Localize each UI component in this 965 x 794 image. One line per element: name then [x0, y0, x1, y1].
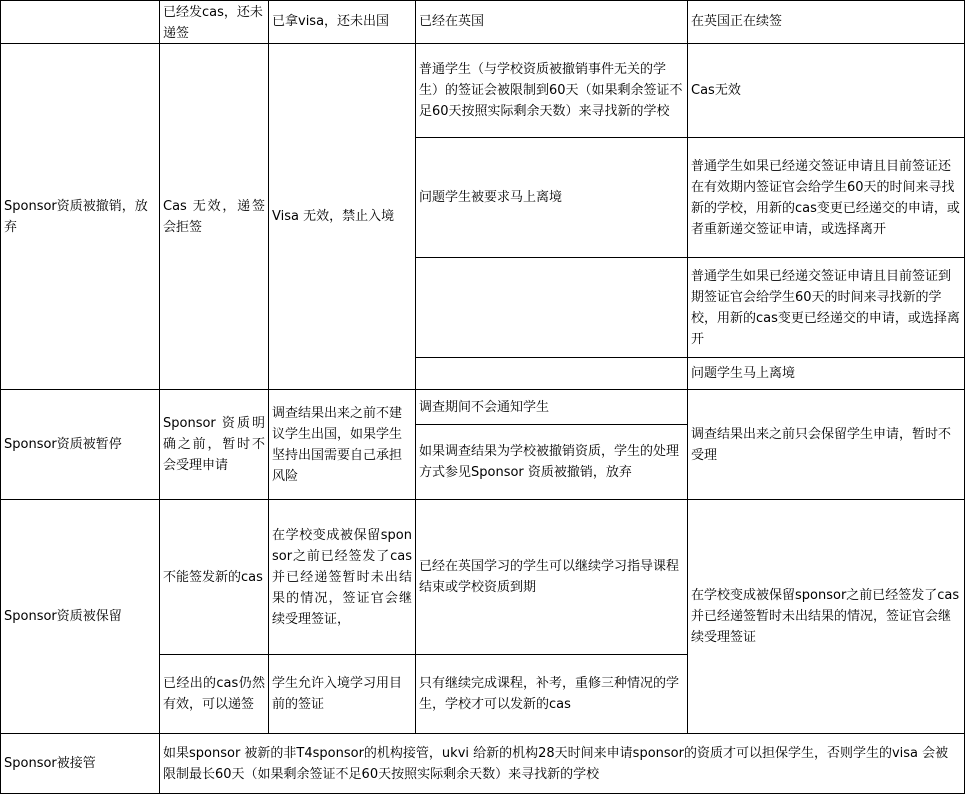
header-corner — [0, 0, 159, 43]
revoked-visa-obtained: Visa 无效，禁止入境 — [268, 43, 415, 389]
downgraded-visa-before: 在学校变成被保留sponsor之前已经签发了cas并已经递签暂时未出结果的情况，签证官会继续受理签证， — [268, 499, 415, 654]
suspended-in-uk-notice: 调查期间不会通知学生 — [415, 389, 687, 424]
revoked-renew-problem: 问题学生马上离境 — [687, 357, 964, 389]
downgraded-visa-entry: 学生允许入境学习用目前的签证 — [268, 654, 415, 733]
revoked-cas-issued: Cas 无效，递签会拒签 — [159, 43, 268, 389]
suspended-renewing: 调查结果出来之前只会保留学生申请，暂时不受理 — [687, 389, 964, 499]
downgraded-in-uk-continue: 已经在英国学习的学生可以继续学习指导课程结束或学校资质到期 — [415, 499, 687, 654]
downgraded-renewing: 在学校变成被保留sponsor之前已经签发了cas并已经递签暂时未出结果的情况，签证官会继续受理签证 — [687, 499, 964, 733]
header-cas-issued: 已经发cas，还未递签 — [159, 0, 268, 43]
downgraded-cas-new: 不能签发新的cas — [159, 499, 268, 654]
row-label-takeover: Sponsor被接管 — [0, 733, 159, 793]
row-label-suspended: Sponsor资质被暂停 — [0, 389, 159, 499]
revoked-in-uk-empty-2 — [415, 357, 687, 389]
revoked-renew-normal-valid: 普通学生如果已经递交签证申请且目前签证还在有效期内签证官会给学生60天的时间来寻找新的学校，用新的cas变更已经递交的申请，或者重新递交签证申请，或选择离开 — [687, 137, 964, 257]
downgraded-in-uk-resit: 只有继续完成课程，补考，重修三种情况的学生，学校才可以发新的cas — [415, 654, 687, 733]
revoked-renew-cas: Cas无效 — [687, 43, 964, 137]
takeover-text: 如果sponsor 被新的非T4sponsor的机构接管，ukvi 给新的机构28天时间来申请sponsor的资质才可以担保学生，否则学生的visa 会被限制最长60天（如果剩余签证不足60天按照实际剩余天数）来寻找新的学校 — [159, 733, 964, 793]
row-label-revoked: Sponsor资质被撤销，放弃 — [0, 43, 159, 389]
suspended-visa-obtained: 调查结果出来之前不建议学生出国，如果学生坚持出国需要自己承担风险 — [268, 389, 415, 499]
revoked-in-uk-empty-1 — [415, 257, 687, 357]
downgraded-cas-existing: 已经出的cas仍然有效，可以递签 — [159, 654, 268, 733]
header-visa-obtained: 已拿visa，还未出国 — [268, 0, 415, 43]
revoked-in-uk-normal: 普通学生（与学校资质被撤销事件无关的学生）的签证会被限制到60天（如果剩余签证不足60天按照实际剩余天数）来寻找新的学校 — [415, 43, 687, 137]
revoked-renew-normal-expired: 普通学生如果已经递交签证申请且目前签证到期签证官会给学生60天的时间来寻找新的学校，用新的cas变更已经递交的申请，或选择离开 — [687, 257, 964, 357]
suspended-in-uk-outcome: 如果调查结果为学校被撤销资质，学生的处理方式参见Sponsor 资质被撤销，放弃 — [415, 424, 687, 499]
header-renewing-in-uk: 在英国正在续签 — [687, 0, 964, 43]
header-in-uk: 已经在英国 — [415, 0, 687, 43]
suspended-cas-issued: Sponsor 资质明确之前，暂时不会受理申请 — [159, 389, 268, 499]
row-label-downgraded: Sponsor资质被保留 — [0, 499, 159, 733]
revoked-in-uk-problem: 问题学生被要求马上离境 — [415, 137, 687, 257]
